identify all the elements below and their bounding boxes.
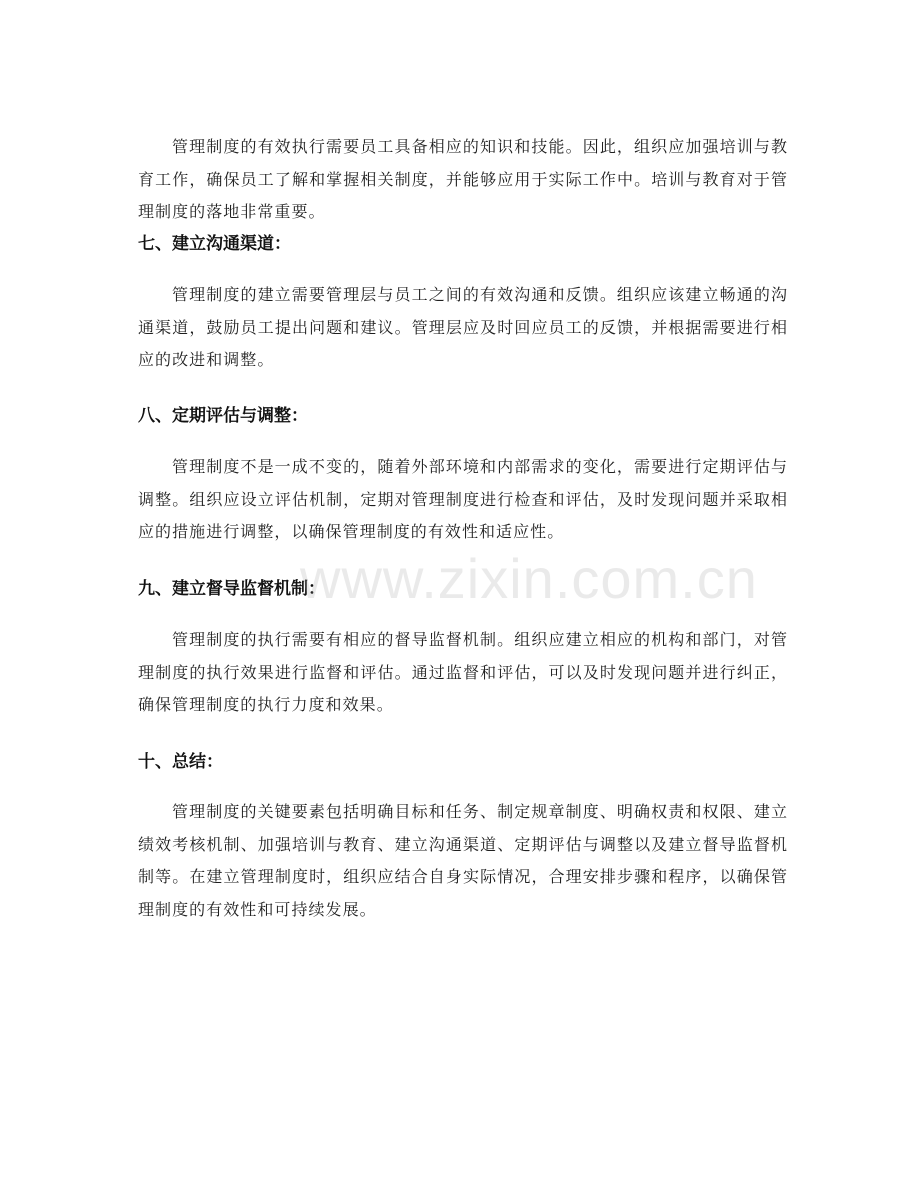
section-heading-7: 七、建立沟通渠道： — [138, 234, 291, 254]
section-body-9: 管理制度的执行需要有相应的督导监督机制。组织应建立相应的机构和部门，对管理制度的执行效果进行监督和评估。通过监督和评估，可以及时发现问题并进行纠正，确保管理制度的执行力度和效果。 — [138, 630, 788, 714]
section-body-8: 管理制度不是一成不变的，随着外部环境和内部需求的变化，需要进行定期评估与调整。组织应设立评估机制，定期对管理制度进行检查和评估，及时发现问题并采取相应的措施进行调整，以确保管理制度的有效性和适应性。 — [138, 457, 788, 541]
section-body-7: 管理制度的建立需要管理层与员工之间的有效沟通和反馈。组织应该建立畅通的沟通渠道，鼓励员工提出问题和建议。管理层应及时回应员工的反馈，并根据需要进行相应的改进和调整。 — [138, 285, 788, 369]
section-body-10: 管理制度的关键要素包括明确目标和任务、制定规章制度、明确权责和权限、建立绩效考核机制、加强培训与教育、建立沟通渠道、定期评估与调整以及建立督导监督机制等。在建立管理制度时，组织应结合自身实际情况，合理安排步骤和程序，以确保管理制度的有效性和可持续发展。 — [138, 802, 788, 919]
paragraph-intro: 管理制度的有效执行需要员工具备相应的知识和技能。因此，组织应加强培训与教育工作，确保员工了解和掌握相关制度，并能够应用于实际工作中。培训与教育对于管理制度的落地非常重要。 — [138, 137, 788, 221]
section-heading-10: 十、总结： — [138, 752, 223, 772]
watermark: www.zixin.com.cn — [300, 547, 758, 610]
section-heading-9: 九、建立督导监督机制： — [138, 579, 325, 599]
section-heading-8: 八、定期评估与调整： — [138, 406, 308, 426]
